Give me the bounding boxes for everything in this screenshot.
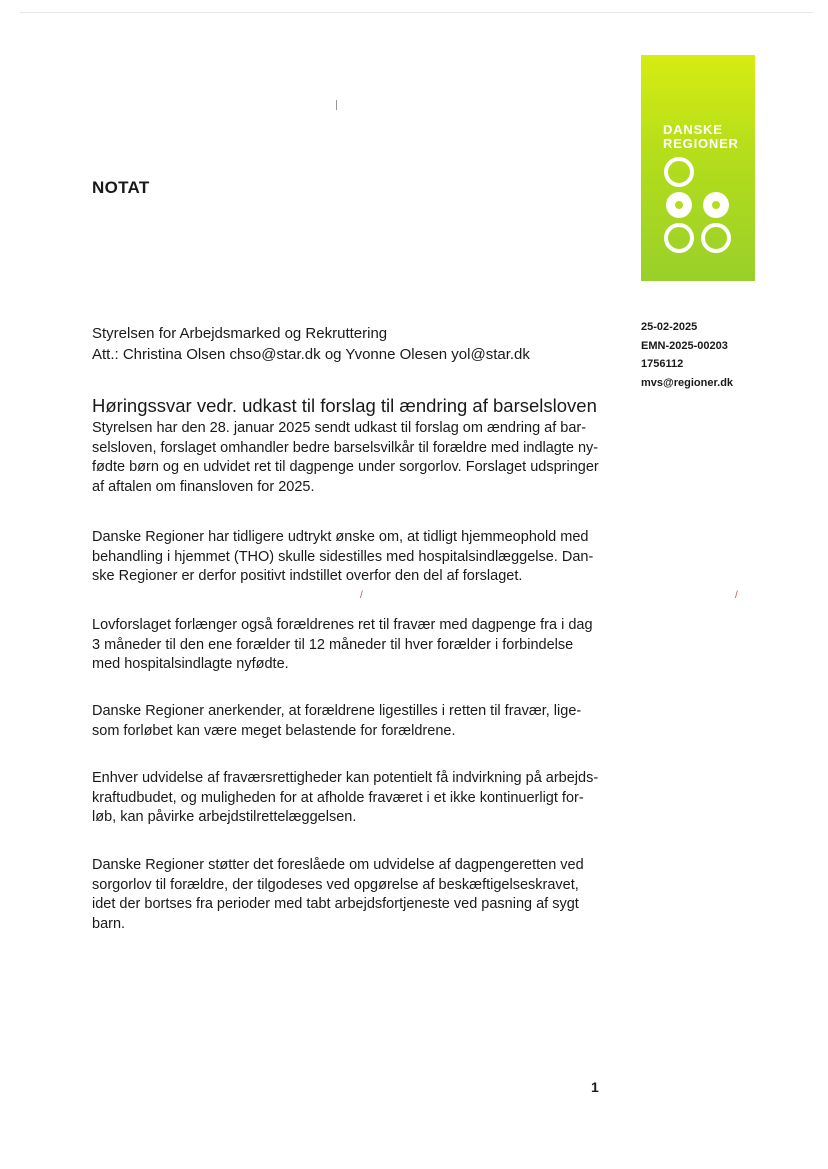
logo-wordmark: DANSKE REGIONER [663, 122, 739, 151]
paragraph-2: Danske Regioner har tidligere udtrykt ønske om, at tidligt hjemmeophold med behandling i hjemmet (THO) skulle sidestilles med hospitalsindlæggelse. Dan- ske Regioner er derfor positivt indstillet overfor den del af forslaget. [92, 529, 594, 584]
page-number: 1 [591, 1079, 599, 1095]
scan-mark: / [360, 590, 363, 601]
recipient-attention: Att.: Christina Olsen chso@star.dk og Yvonne Olesen yol@star.dk [92, 346, 530, 363]
paragraph-1: Styrelsen har den 28. januar 2025 sendt udkast til forslag om ændring af bar- selsloven, forslaget omhandler bedre barselsvilkår til forældre med indlagte ny- fødte børn og en udvidet ret til dagpenge under sorgorlov. Forslaget udspringer af aftalen om finansloven for 2025. [92, 420, 599, 495]
document-meta [641, 318, 733, 392]
meta-case-number: EMN-2025-00203 [641, 339, 728, 352]
document-heading: Høringssvar vedr. udkast til forslag til ændring af barselsloven [92, 395, 597, 416]
danske-regioner-logo [641, 55, 755, 281]
paragraph-4: Danske Regioner anerkender, at forældrene ligestilles i retten til fravær, lige- som forløbet kan være meget belastende for forældrene. [92, 703, 582, 739]
top-rule [20, 12, 813, 13]
meta-email: mvs@regioner.dk [641, 376, 734, 389]
meta-document-number: 1756112 [641, 358, 684, 370]
paragraph-6: Danske Regioner støtter det foreslåede om udvidelse af dagpengeretten ved sorgorlov til forældre, der tilgodeses ved opgørelse af beskæftigelseskravet, idet der bortses fra perioder med tabt arbejdsfortjeneste ved pasning af sygt barn. [92, 857, 584, 932]
recipient-organization: Styrelsen for Arbejdsmarked og Rekruttering [92, 325, 388, 342]
document-type-label: NOTAT [92, 178, 150, 197]
recipient-block [92, 323, 530, 365]
scan-mark [336, 100, 337, 110]
paragraph-3: Lovforslaget forlænger også forældrenes ret til fravær med dagpenge fra i dag 3 måneder til den ene forælder til 12 måneder til hver forælder i forbindelse med hospitalsindlagte nyfødte. [92, 617, 593, 672]
logo-circles-icon [661, 157, 735, 253]
paragraph-5: Enhver udvidelse af fraværsrettigheder kan potentielt få indvirkning på arbejds- kraftudbudet, og muligheden for at afholde fraværet i et ikke kontinuerligt for- løb, kan påvirke arbejdstilrettelæggelsen. [92, 770, 599, 825]
meta-date: 25-02-2025 [641, 321, 698, 333]
scan-mark: / [735, 590, 738, 601]
